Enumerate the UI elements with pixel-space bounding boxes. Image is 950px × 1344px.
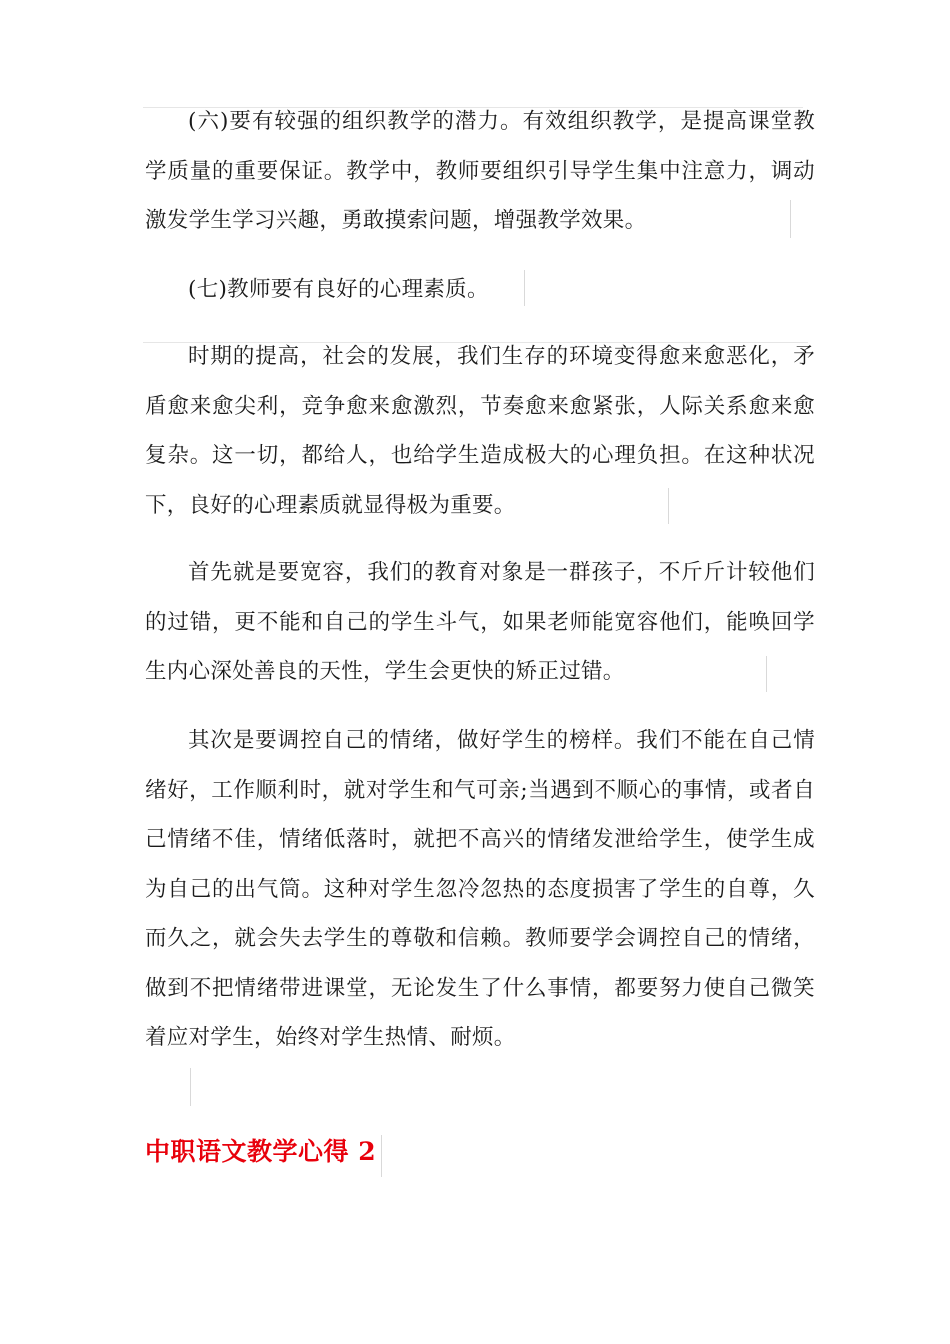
paragraph-tolerance: 首先就是要宽容，我们的教育对象是一群孩子，不斤斤计较他们的过错，更不能和自己的学生斗气，如果老师能宽容他们，能唤回学生内心深处善良的天性，学生会更快的矫正过错。 [145,560,815,684]
paragraph-psychological-quality: (七)教师要有良好的心理素质。 [188,277,489,302]
paragraph-social-development: 时期的提高，社会的发展，我们生存的环境变得愈来愈恶化，矛盾愈来愈尖利，竞争愈来愈激烈，节奏愈来愈紧张，人际关系愈来愈复杂。这一切，都给人，也给学生造成极大的心理负担。在这种状况下，良好的心理素质就显得极为重要。 [145,344,815,518]
paragraph-organize-teaching: (六)要有较强的组织教学的潜力。有效组织教学，是提高课堂教学质量的重要保证。教学中，教师要组织引导学生集中注意力，调动激发学生学习兴趣，勇敢摸索问题，增强教学效果。 [145,109,815,233]
guide-line [190,1068,191,1106]
guide-line [381,1135,382,1177]
section-heading: 中职语文教学心得 2 [145,1137,377,1166]
paragraph-emotion-control: 其次是要调控自己的情绪，做好学生的榜样。我们不能在自己情绪好，工作顺利时，就对学生和气可亲;当遇到不顺心的事情，或者自己情绪不佳，情绪低落时，就把不高兴的情绪发泄给学生，使学生成为自己的出气筒。这种对学生忽冷忽热的态度损害了学生的自尊，久而久之，就会失去学生的尊敬和信赖。教师要学会调控自己的情绪，做到不把情绪带进课堂，无论发生了什么事情，都要努力使自己微笑着应对学生，始终对学生热情、耐烦。 [145,728,815,1050]
